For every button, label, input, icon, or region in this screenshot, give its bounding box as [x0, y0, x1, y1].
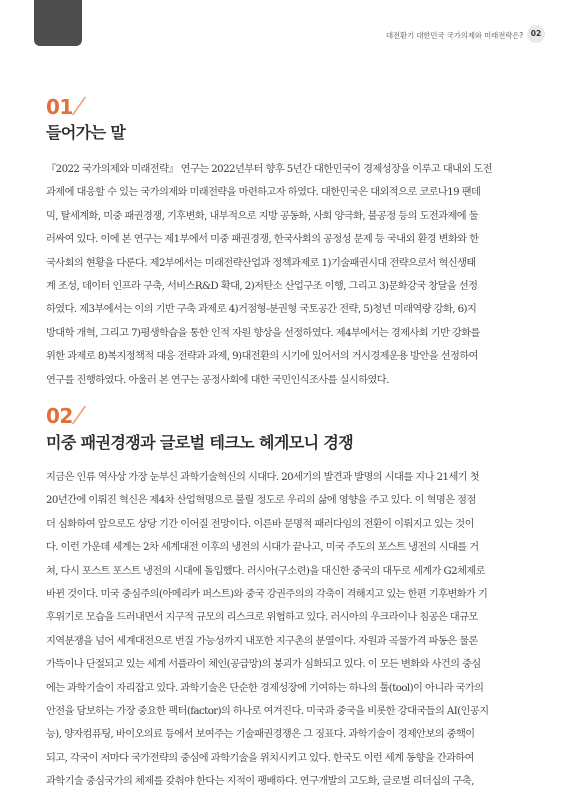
section-number-text: 01	[46, 95, 73, 119]
paragraph-line: 가뜩이나 단절되고 있는 세계 서플라이 체인(공급망)의 붕괴가 심화되고 있다. 이 모든 변화와 사건의 중심	[46, 659, 481, 671]
slash-decoration-icon	[72, 406, 86, 424]
paragraph-line: 계 조성, 데이터 인프라 구축, 서비스R&D 확대, 2)저탄소 산업구조 이행, 그리고 3)문화강국 창달을 선정	[46, 281, 478, 293]
paragraph-line: 『2022 국가의제와 미래전략』 연구는 2022년부터 향후 5년간 대한민국이 경제성장을 이루고 대내외 도전	[46, 164, 492, 175]
paragraph-line: 다. 이런 가운데 세계는 2차 세계대전 이후의 냉전의 시대가 끝나고, 미국 주도의 포스트 냉전의 시대를 거	[46, 542, 479, 554]
paragraph-line: 에는 과학기술이 자리잡고 있다. 과학기술은 단순한 경제성장에 기여하는 하나의 툴(tool)이 아니라 국가의	[46, 682, 484, 694]
section-body-tech-hegemony	[46, 466, 543, 794]
page-number-badge: 02	[527, 25, 545, 43]
section-body-intro	[46, 158, 543, 392]
paragraph-line: 믹, 탈세계화, 미중 패권경쟁, 기후변화, 내부적으로 지방 공동화, 사회 양극화, 불공정 등의 도전과제에 둘	[46, 210, 479, 222]
paragraph-line: 국사회의 현황을 다룬다. 제2부에서는 미래전략산업과 정책과제로 1)기술패권시대 전략으로서 혁신생태	[46, 257, 476, 269]
paragraph-line: 후위기로 모습을 드러내면서 지구적 규모의 리스크로 위협하고 있다. 러시아의 우크라이나 침공은 대규모	[46, 612, 478, 624]
paragraph-line: 지금은 인류 역사상 가장 눈부신 과학기술혁신의 시대다. 20세기의 발견과 발명의 시대를 지나 21세기 첫	[46, 472, 480, 483]
section-title-intro: 들어가는 말	[46, 123, 126, 142]
paragraph-line: 지역분쟁을 넘어 세계대전으로 번질 가능성까지 내포한 지구촌의 분열이다. 자원과 곡물가격 파동은 물론	[46, 635, 478, 647]
running-header-title: 대전환기 대한민국 국가의제와 미래전략은?	[385, 31, 523, 40]
paragraph-line: 되고, 각국이 저마다 국가전략의 중심에 과학기술을 위치시키고 있다. 한국도 이런 세계 동향을 간과하여	[46, 752, 474, 764]
paragraph-line: 더 심화하여 앞으로도 상당 기간 이어질 전망이다. 이른바 문명적 패러다임의 전환이 이뤄지고 있는 것이	[46, 518, 474, 530]
paragraph-line: 하였다. 제3부에서는 이의 기반 구축 과제로 4)거점형-분권형 국토공간 전략, 5)청년 미래역량 강화, 6)지	[46, 304, 477, 316]
paragraph-line: 과제에 대응할 수 있는 국가의제와 미래전략을 마련하고자 하였다. 대한민국은 대외적으로 코로나19 팬데	[46, 187, 481, 199]
slash-decoration-icon	[72, 97, 86, 115]
paragraph-line: 안전을 담보하는 가장 중요한 팩터(factor)의 하나로 여겨진다. 미국과 중국을 비롯한 강대국들의 AI(인공지	[46, 706, 489, 718]
paragraph-line: 능), 양자컴퓨팅, 바이오의료 등에서 보여주는 기술패권경쟁은 그 징표다. 과학기술이 경제안보의 중핵이	[46, 729, 475, 741]
paragraph-line: 바뀐 것이다. 미국 중심주의(아메리카 퍼스트)와 중국 강권주의의 각축이 격해지고 있는 한편 기후변화가 기	[46, 589, 488, 601]
section-number-text: 02	[46, 404, 73, 428]
paragraph-line: 위한 과제로 8)복지정책적 대응 전략과 과제, 9)대전환의 시기에 있어서의 거시경제운용 방안을 선정하여	[46, 351, 478, 363]
header-tab-decoration	[34, 0, 82, 46]
paragraph-line: 쳐, 다시 포스트 포스트 냉전의 시대에 돌입했다. 러시아(구소련)을 대신한 중국의 대두로 세계가 G2체제로	[46, 565, 485, 577]
paragraph-line: 과학기술 중심국가의 체제를 갖춰야 한다는 지적이 팽배하다. 연구개발의 고도화, 글로벌 리더십의 구축,	[46, 776, 474, 788]
paragraph-line: 러싸여 있다. 이에 본 연구는 제1부에서 미중 패권경쟁, 한국사회의 공정성 문제 등 국내외 환경 변화와 한	[46, 234, 479, 246]
paragraph-line: 연구를 진행하였다. 아울러 본 연구는 공정사회에 대한 국민인식조사를 실시하였다.	[46, 374, 389, 386]
section-number-01	[46, 95, 79, 119]
section-title-tech-hegemony: 미중 패권경쟁과 글로벌 테크노 헤게모니 경쟁	[46, 433, 354, 452]
section-number-02	[46, 404, 79, 428]
paragraph-line: 20년간에 이뤄진 혁신은 제4차 산업혁명으로 불릴 정도로 우리의 삶에 영향을 주고 있다. 이 혁명은 점점	[46, 495, 476, 507]
paragraph-line: 방대학 개혁, 그리고 7)평생학습을 통한 인적 자원 향상을 선정하였다. 제4부에서는 경제사회 기반 강화를	[46, 327, 480, 339]
